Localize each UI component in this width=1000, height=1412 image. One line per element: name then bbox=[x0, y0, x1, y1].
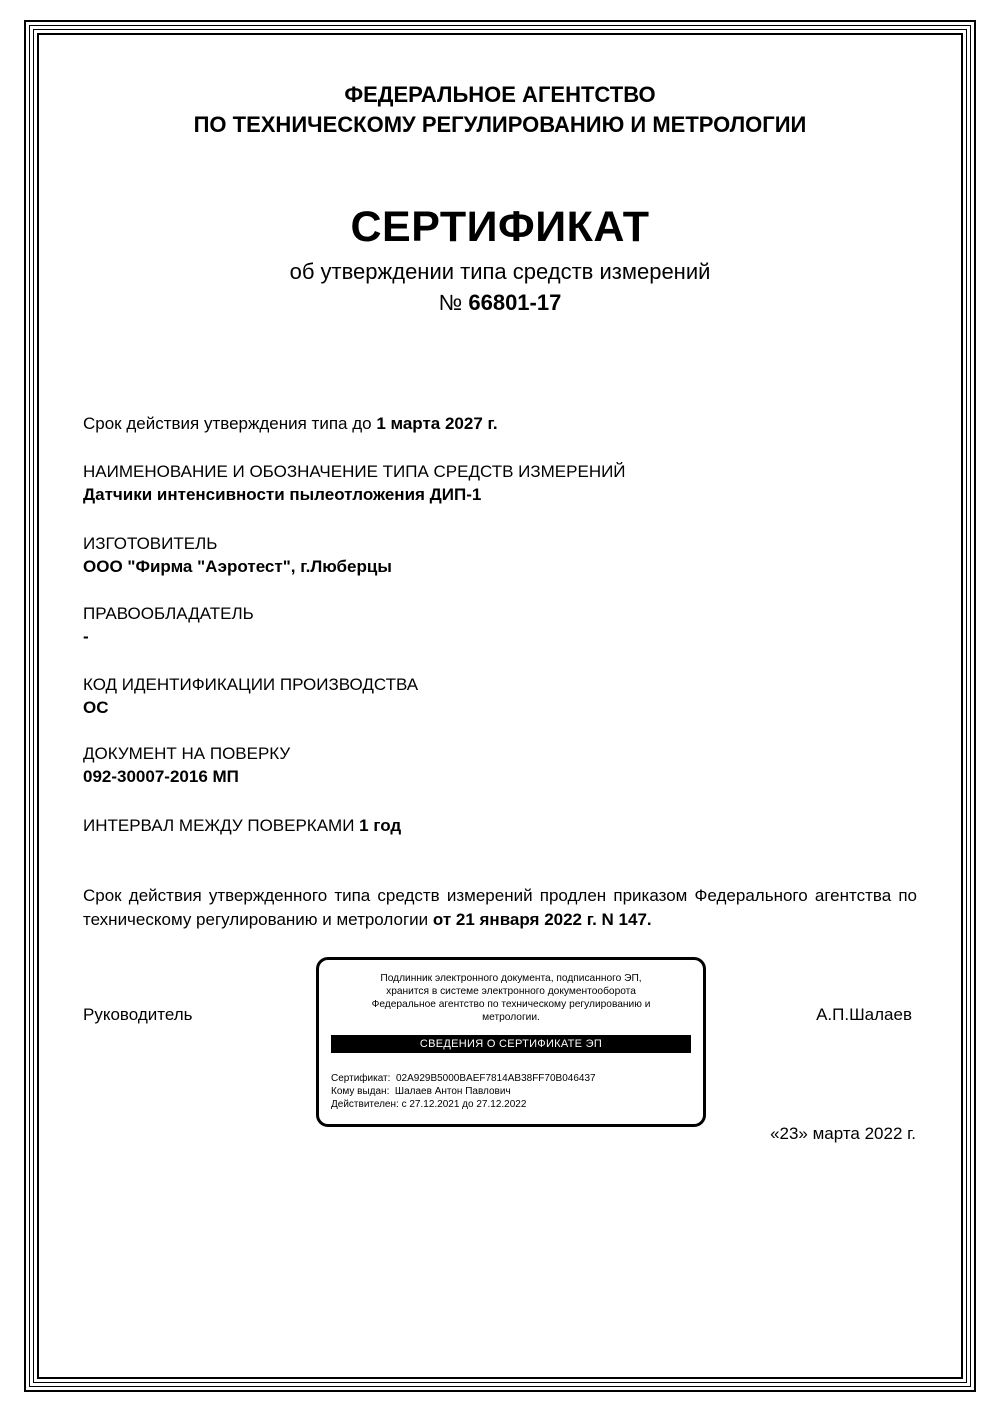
field-value: Датчики интенсивности пылеотложения ДИП-1 bbox=[83, 485, 482, 504]
certificate-subtitle: об утверждении типа средств измерений bbox=[289, 259, 711, 284]
signature-name: А.П.Шалаев bbox=[816, 1005, 912, 1024]
certificate-number bbox=[0, 290, 1000, 316]
field-label: ПРАВООБЛАДАТЕЛЬ bbox=[83, 604, 254, 623]
extension-order: от 21 января 2022 г. N 147. bbox=[432, 910, 652, 929]
validity-label: Срок действия утверждения типа до bbox=[83, 414, 377, 433]
stamp-notice-line: метрологии. bbox=[482, 1012, 540, 1023]
field-label: ДОКУМЕНТ НА ПОВЕРКУ bbox=[83, 744, 291, 763]
validity-value: 1 марта 2027 г. bbox=[376, 414, 498, 433]
agency-line-1: ФЕДЕРАЛЬНОЕ АГЕНТСТВО bbox=[344, 82, 656, 107]
field-label: КОД ИДЕНТИФИКАЦИИ ПРОИЗВОДСТВА bbox=[83, 675, 419, 694]
number-prefix: № bbox=[438, 290, 469, 315]
signature-role: Руководитель bbox=[83, 1005, 193, 1024]
interval-label: ИНТЕРВАЛ МЕЖДУ ПОВЕРКАМИ bbox=[83, 816, 360, 835]
agency-line-2: ПО ТЕХНИЧЕСКОМУ РЕГУЛИРОВАНИЮ И МЕТРОЛОГИИ bbox=[193, 112, 807, 137]
stamp-valid-row bbox=[331, 1098, 596, 1111]
stamp-issued-value: Шалаев Антон Павлович bbox=[394, 1086, 511, 1097]
e-signature-stamp bbox=[316, 957, 706, 1127]
field-value: - bbox=[83, 627, 89, 646]
stamp-info bbox=[331, 1072, 596, 1111]
stamp-bar: СВЕДЕНИЯ О СЕРТИФИКАТЕ ЭП bbox=[331, 1035, 691, 1053]
interval-line bbox=[83, 815, 401, 837]
stamp-notice bbox=[331, 972, 691, 1024]
field-value: 092-30007-2016 МП bbox=[83, 767, 239, 786]
extension-text: Срок действия утвержденного типа средств измерений продлен приказом Федерального агентства по техническому регулированию и метрологии bbox=[83, 886, 917, 929]
stamp-cert-row bbox=[331, 1072, 596, 1085]
agency-name bbox=[0, 80, 1000, 140]
field-label: НАИМЕНОВАНИЕ И ОБОЗНАЧЕНИЕ ТИПА СРЕДСТВ ИЗМЕРЕНИЙ bbox=[83, 462, 626, 481]
stamp-notice-line: хранится в системе электронного документооборота bbox=[386, 986, 636, 997]
number-value: 66801-17 bbox=[468, 290, 562, 315]
stamp-valid-value: с 27.12.2021 до 27.12.2022 bbox=[401, 1099, 527, 1110]
interval-value: 1 год bbox=[359, 816, 402, 835]
stamp-cert-value: 02A929B5000BAEF7814AB38FF70B046437 bbox=[395, 1073, 596, 1084]
validity-line bbox=[83, 413, 498, 435]
extension-paragraph bbox=[83, 884, 917, 932]
field-value: ОС bbox=[83, 698, 109, 717]
stamp-notice-line: Федеральное агентство по техническому регулированию и bbox=[371, 999, 651, 1010]
field-label: ИЗГОТОВИТЕЛЬ bbox=[83, 534, 218, 553]
stamp-notice-line: Подлинник электронного документа, подписанного ЭП, bbox=[380, 973, 642, 984]
stamp-issued-label: Кому выдан: bbox=[331, 1086, 390, 1097]
field-value: ООО "Фирма "Аэротест", г.Люберцы bbox=[83, 557, 392, 576]
stamp-issued-row bbox=[331, 1085, 596, 1098]
certificate-title: СЕРТИФИКАТ bbox=[350, 203, 650, 251]
stamp-valid-label: Действителен: bbox=[331, 1099, 399, 1110]
stamp-cert-label: Сертификат: bbox=[331, 1073, 391, 1084]
signature-date: «23» марта 2022 г. bbox=[770, 1124, 916, 1143]
